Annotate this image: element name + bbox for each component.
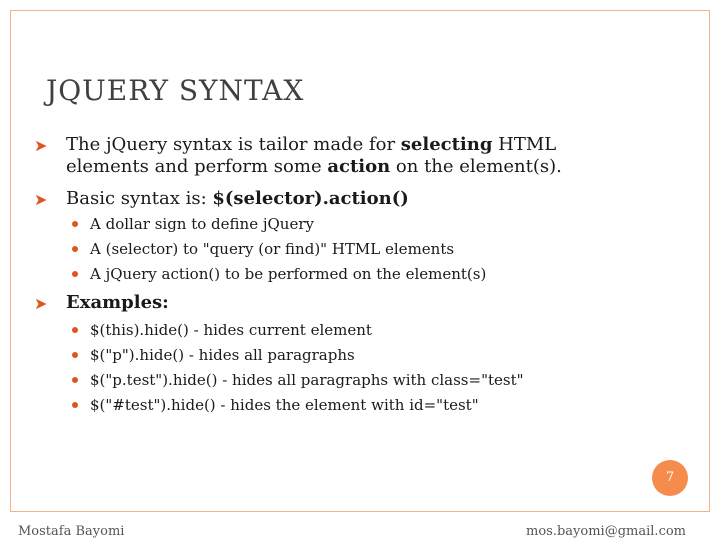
page-number-badge: 7 [652, 460, 688, 496]
dot-bullet-icon [72, 246, 78, 252]
footer-author: Mostafa Bayomi [18, 524, 125, 539]
list-item: A (selector) to "query (or find)" HTML elements [72, 239, 592, 259]
dot-bullet-icon [72, 327, 78, 333]
curved-arrow-bullet-icon: ➤ [34, 294, 48, 313]
list-item: A jQuery action() to be performed on the element(s) [72, 264, 592, 284]
list-item: A dollar sign to define jQuery [72, 214, 592, 234]
list-item: $("p").hide() - hides all paragraphs [72, 345, 592, 365]
footer-email: mos.bayomi@gmail.com [526, 524, 686, 539]
dot-bullet-icon [72, 402, 78, 408]
bullet-intro [34, 134, 634, 178]
bullet-basic-syntax [34, 188, 634, 210]
dot-bullet-icon [72, 377, 78, 383]
bullet-examples [34, 292, 634, 314]
bullet-basic-syntax-text: Basic syntax is: $(selector).action() [66, 188, 409, 209]
dot-bullet-icon [72, 352, 78, 358]
bullet-intro-text: The jQuery syntax is tailor made for selecting HTML elements and perform some action on the element(s). [66, 134, 562, 177]
list-item: $(this).hide() - hides current element [72, 320, 592, 340]
dot-bullet-icon [72, 221, 78, 227]
bullet-examples-label: Examples: [66, 292, 169, 313]
curved-arrow-bullet-icon: ➤ [34, 190, 48, 209]
list-item: $("p.test").hide() - hides all paragraphs with class="test" [72, 370, 592, 390]
curved-arrow-bullet-icon: ➤ [34, 136, 48, 155]
dot-bullet-icon [72, 271, 78, 277]
list-item: $("#test").hide() - hides the element with id="test" [72, 395, 592, 415]
slide-title: JQUERY SYNTAX [46, 74, 305, 107]
